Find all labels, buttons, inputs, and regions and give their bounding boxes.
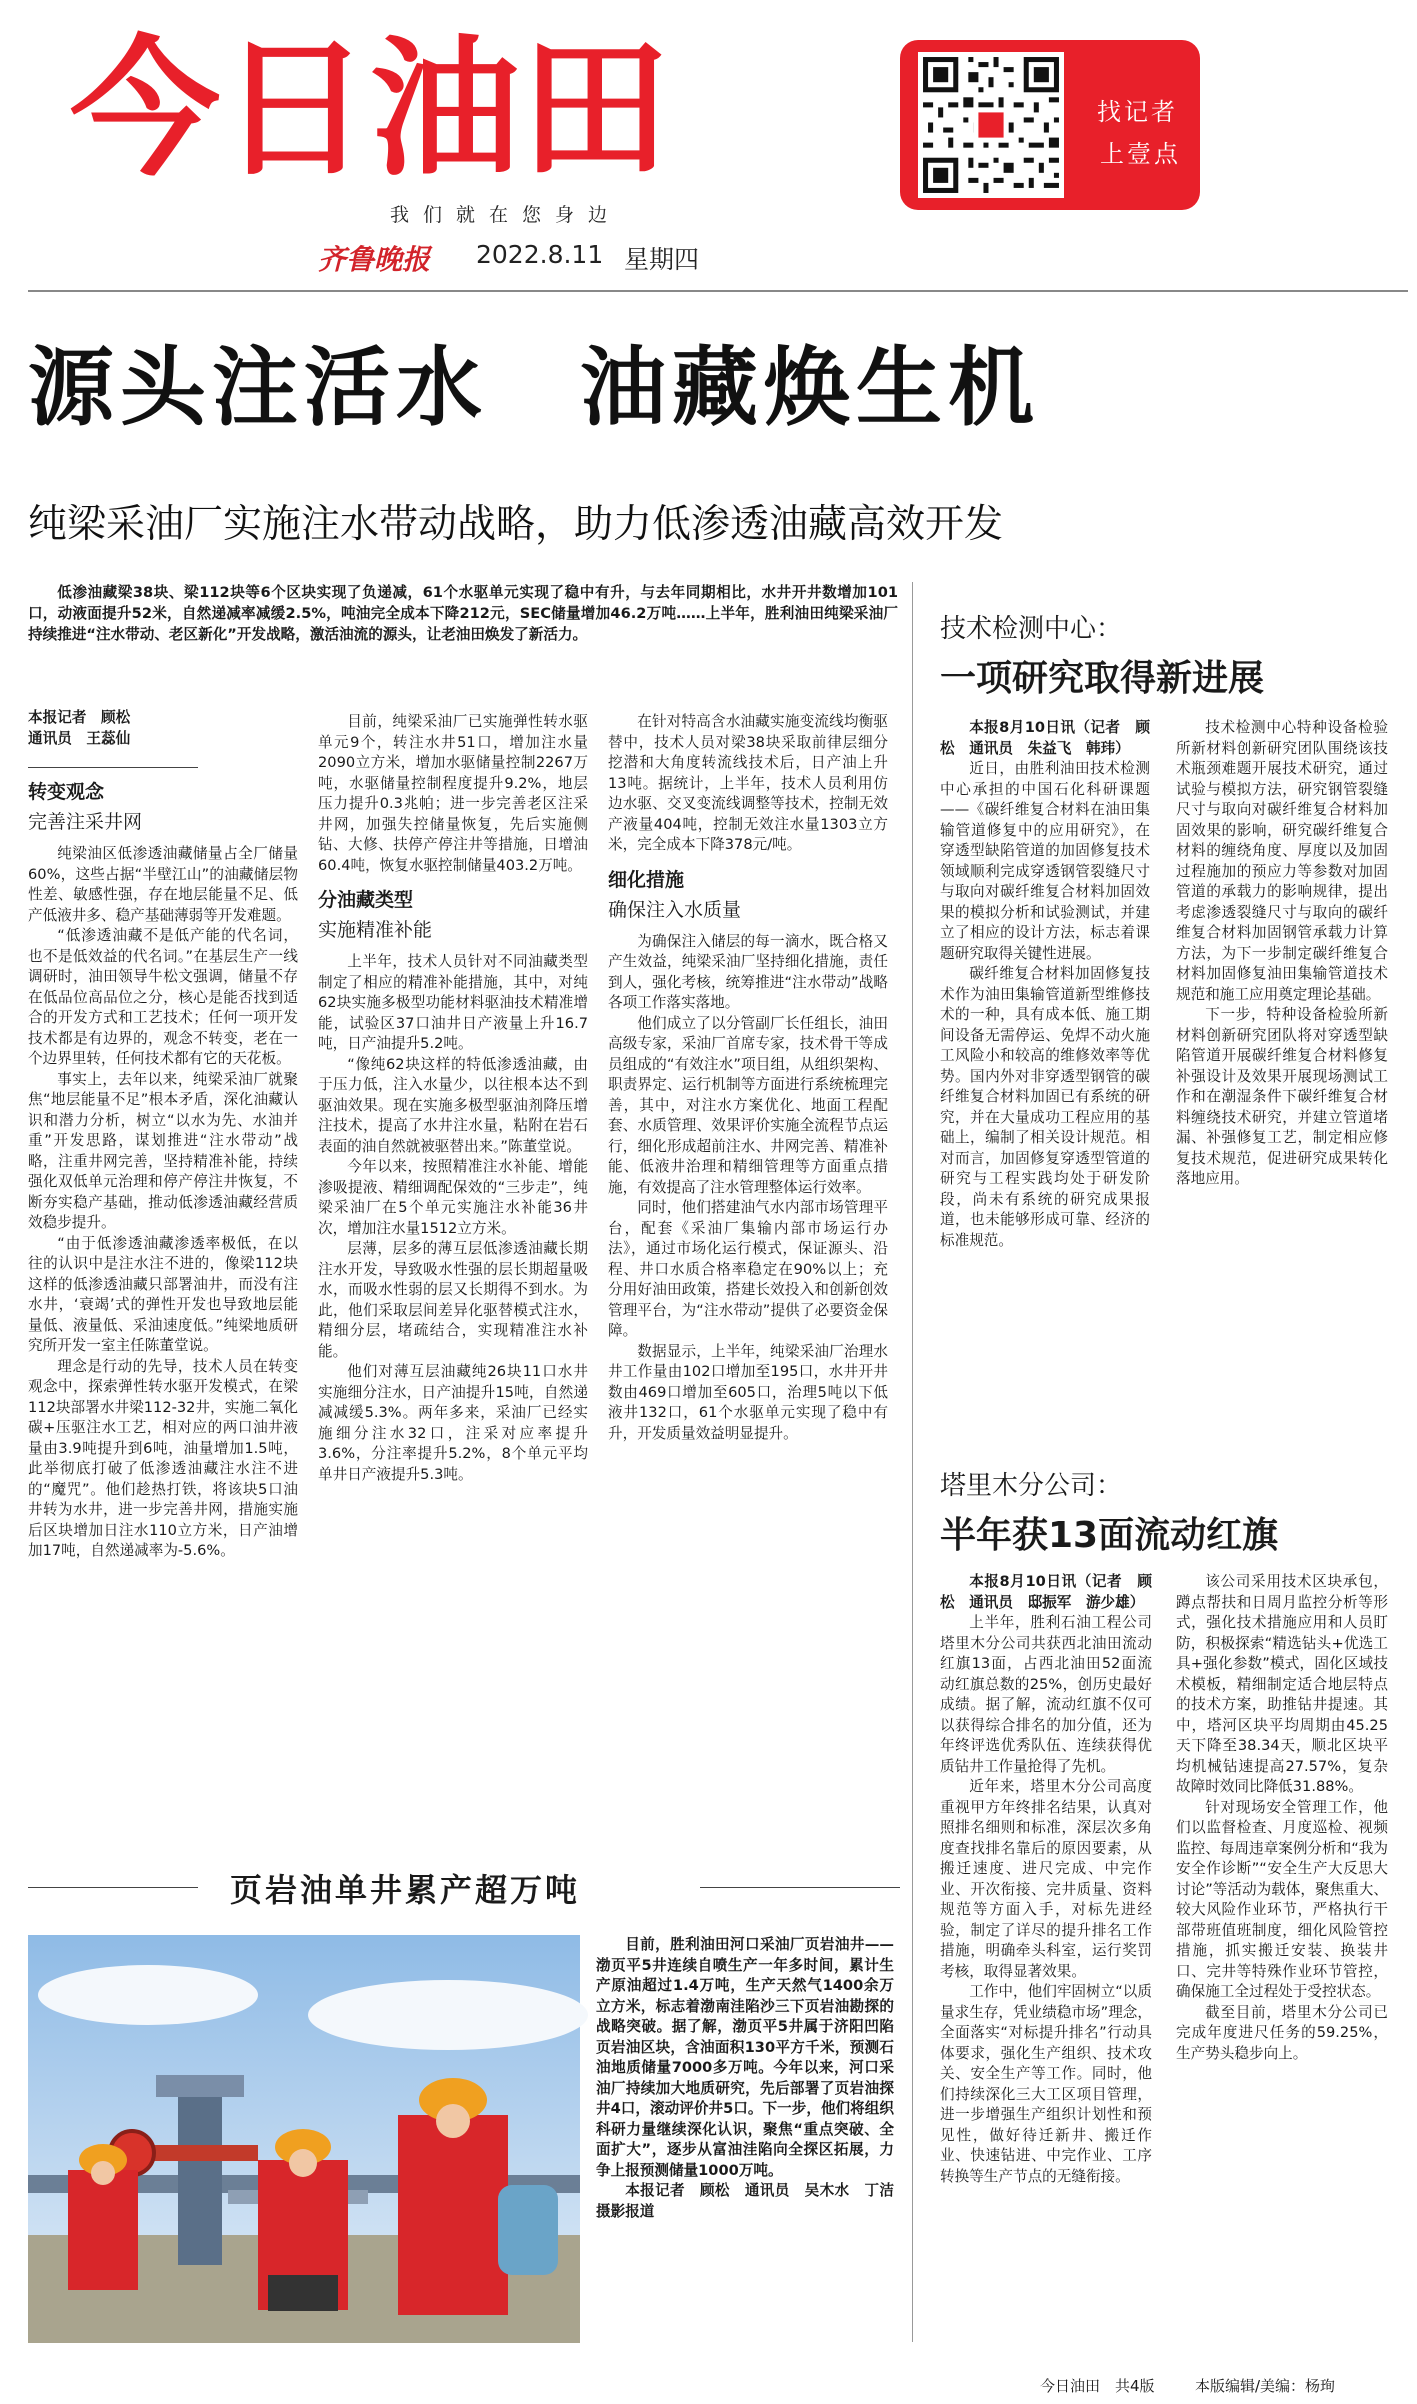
tarim-column-1 xyxy=(940,1572,1152,2350)
qr-caption-line2: 上壹点 xyxy=(1100,140,1181,168)
tech-article-title: 一项研究取得新进展 xyxy=(940,658,1265,699)
byline-reporter: 本报记者 顾松 xyxy=(28,709,131,726)
shale-article-title: 页岩油单井累产超万吨 xyxy=(230,1871,581,1909)
brand-logo: 齐鲁晚报 xyxy=(318,243,431,276)
tarim-kicker: 塔里木分公司： xyxy=(940,1471,1123,1501)
paragraph: 纯梁油区低渗透油藏储量占全厂储量60%，这些占据“半壁江山”的油藏储层物性差、敏感性强，存在地层能量不足、低产低液井多、稳产基础薄弱等开发难题。 xyxy=(28,845,298,924)
paragraph: 下一步，特种设备检验所新材料创新研究团队将对穿透型缺陷管道开展碳纤维复合材料修复补强设计及效果开展现场测试工作和在潮湿条件下碳纤维复合材料缠绕技术研究，并建立管道堵漏、补强修复工艺，制定相应修复技术规范，促进研究成果转化落地应用。 xyxy=(1176,1006,1388,1187)
paragraph: “低渗透油藏不是低产能的代名词，也不是低效益的代名词。”在基层生产一线调研时，油田领导牛松文强调，储量不存在低品位高品位之分，核心是能否找到适合的开发方式和工艺技术；任何一项开发技术都是有边界的，观念不转变，老在一个边界里转，任何技术都有它的天花板。 xyxy=(28,927,298,1067)
paragraph: 上半年，胜利石油工程公司塔里木分公司共获西北油田流动红旗13面，占西北油田52面流动红旗总数的25%，创历史最好成绩。据了解，流动红旗不仅可以获得综合排名的加分值，还为年终评选优秀队伍、连续获得优质钻井工作量抢得了先机。 xyxy=(940,1614,1152,1775)
footer-editor: 本版编辑/美编：杨珣 xyxy=(1195,2377,1336,2395)
paragraph: 上半年，技术人员针对不同油藏类型制定了相应的精准补能措施，其中，对纯62块实施多极型功能材料驱油技术精准增能，试验区37口油井日产液量上升16.7吨，日产油提升5.2吨。 xyxy=(318,953,588,1052)
paragraph: 目前，纯梁采油厂已实施弹性转水驱单元9个，转注水井51口，增加注水量2090立方米，增加水驱储量控制2267万吨，水驱储量控制程度提升9.2%，地层压力提升0.3兆帕；进一步完善老区注采井网，加强失控储量恢复，先后实施侧钻、大修、扶停产停注井等措施，日增油60.4吨，恢复水驱控制储量403.2万吨。 xyxy=(318,713,588,874)
main-headline: 源头注活水 油藏焕生机 xyxy=(28,338,1040,438)
tarim-column-2 xyxy=(1176,1572,1388,2350)
section-subtitle: 实施精准补能 xyxy=(318,919,433,941)
byline-correspondent: 通讯员 王蕊仙 xyxy=(28,729,131,747)
paragraph: 事实上，去年以来，纯梁采油厂就聚焦“地层能量不足”根本矛盾，深化油藏认识和潜力分析，树立“以水为先、水油并重”开发思路，谋划推进“注水带动”战略，注重井网完善，坚持精准补能，持续强化双低单元治理和停产停注井恢复，不断夯实稳产基础，推动低渗透油藏经营质效稳步提升。 xyxy=(28,1070,298,1231)
paragraph: 在针对特高含水油藏实施变流线均衡驱替中，技术人员对梁38块采取前律层细分挖潜和大角度转流线技术后，日产油上升13吨。据统计，上半年，技术人员利用仿边水驱、交叉变流线调整等技术，控制无效产液量404吨，控制无效注水量1303立方米，完全成本下降378元/吨。 xyxy=(608,713,888,853)
byline: 本报8月10日讯（记者 顾松 通讯员 邸振军 游少雄） xyxy=(940,1573,1152,1611)
paragraph: 碳纤维复合材料加固修复技术作为油田集输管道新型维修技术的一种，具有成本低、施工期间设备无需停运、免焊不动火施工风险小和较高的维修效率等优势。国内外对非穿透型钢管的碳纤维复合材料加固已有系统的研究，并在大量成功工程应用的基础上，编制了相关设计规范。相对而言，加固修复穿透型管道的研究与工程实践均处于研发阶段，尚未有系统的研究成果报道，也未能够形成可靠、经济的标准规范。 xyxy=(940,965,1150,1249)
section-subtitle: 完善注采井网 xyxy=(28,811,143,833)
column-divider xyxy=(912,582,913,2342)
qr-code-icon xyxy=(918,52,1064,198)
paragraph: “由于低渗透油藏渗透率极低，在以往的认识中是注水注不进的，像梁112块这样的低渗透油藏只部署油井，而没有注水井，‘衰竭’式的弹性开发也导致地层能量低、液量低、采油速度低。”纯梁地质研究所开发一室主任陈董堂说。 xyxy=(28,1234,298,1354)
paragraph: 今年以来，按照精准注水补能、增能渗吸提液、精细调配保效的“三步走”，纯梁采油厂在5个单元实施注水补能36井次，增加注水量1512立方米。 xyxy=(318,1158,588,1237)
paragraph: 为确保注入储层的每一滴水，既合格又产生效益，纯梁采油厂坚持细化措施，责任到人，强化考核，统筹推进“注水带动”战略各项工作落实落地。 xyxy=(608,932,888,1011)
paragraph: 工作中，他们牢固树立“以质量求生存，凭业绩稳市场”理念，全面落实“对标提升排名”行动具体要求，强化生产组织、技术攻关、安全生产等工作。同时，他们持续深化三大工区项目管理，进一步增强生产组织计划性和预见性，做好待迁新井、搬迁作业、快速钻进、中完作业、工序转换等生产节点的无缝衔接。 xyxy=(940,1983,1152,2185)
paragraph: 该公司采用技术区块承包，蹲点帮扶和日周月监控分析等形式，强化技术措施应用和人员盯防，积极探索“精选钻头+优选工具+强化参数”模式，固化区域技术模板，精细制定适合地层特点的技术方案，助推钻井提速。其中，塔河区块平均周期由45.25天下降至38.34天，顺北区块平均机械钻速提高27.57%，复杂故障时效同比降低31.88%。 xyxy=(1176,1573,1388,1795)
paragraph: 他们成立了以分管副厂长任组长，油田高级专家，采油厂首席专家，技术骨干等成员组成的“有效注水”项目组，从组织架构、职责界定、运行机制等方面进行系统梳理完善，其中，对注水方案优化、地面工程配套、水质管理、效果评价实施全流程节点运行，细化形成超前注水、井网完善、精准补能、低液井治理和精细管理等方面重点措施，有效提高了注水管理整体运行效率。 xyxy=(608,1014,888,1196)
main-subheadline: 纯梁采油厂实施注水带动战略，助力低渗透油藏高效开发 xyxy=(28,502,1004,547)
paragraph: 截至目前，塔里木分公司已完成年度进尺任务的59.25%，生产势头稳步向上。 xyxy=(1176,2003,1388,2062)
masthead-slogan: 我们就在您身边 xyxy=(390,204,622,226)
paragraph: 近日，由胜利油田技术检测中心承担的中国石化科研课题——《碳纤维复合材料在油田集输管道修复中的应用研究》，在穿透型缺陷管道的加固修复技术领域顺利完成穿透钢管裂缝尺寸与取向对碳纤维复合材料加固效果的模拟分析和试验测试，并建立了相应的设计方法，标志着课题研究取得关键性进展。 xyxy=(940,760,1150,962)
footer-edition: 今日油田 共4版 xyxy=(1040,2377,1155,2395)
paragraph: 技术检测中心特种设备检验所新材料创新研究团队围绕该技术瓶颈难题开展技术研究，通过试验与模拟方法，研究钢管裂缝尺寸与取向对碳纤维复合材料加固效果的影响，研究碳纤维复合材料的缠绕角度、厚度以及加固过程施加的预应力等参数对加固管道的承载力的影响规律，提出考虑渗透裂缝尺寸与取向的碳纤维复合材料加固钢管承载力计算方法，为下一步制定碳纤维复合材料加固修复油田集输管道技术规范和施工应用奠定理论基础。 xyxy=(1176,719,1388,1003)
paragraph: 他们对薄互层油藏纯26块11口水井实施细分注水，日产油提升15吨，自然递减减缓5.3%。两年多来，采油厂已经实施细分注水32口，注采对应率提升3.6%，分注率提升5.2%，8个单元平均单井日产液提升5.3吨。 xyxy=(318,1363,588,1483)
main-column-1 xyxy=(28,708,298,1838)
tarim-article-title: 半年获13面流动红旗 xyxy=(940,1515,1279,1556)
paragraph: 近年来，塔里木分公司高度重视甲方年终排名结果，认真对照排名细则和标准，深层次多角度查找排名靠后的原因要素，从搬迁速度、进尺完成、中完作业、开次衔接、完井质量、资料规范等方面入手，对标先进经验，制定了详尽的提升排名工作措施，明确牵头科室，运行奖罚考核，取得显著效果。 xyxy=(940,1778,1152,1980)
paragraph: 数据显示，上半年，纯梁采油厂治理水井工作量由102口增加至195口，水井开井数由469口增加至605口，治理5吨以下低液井132口，61个水驱单元实现了稳中有升，开发质量效益明显提升。 xyxy=(608,1342,888,1442)
byline: 本报记者 顾松 通讯员 吴木水 丁洁 摄影报道 xyxy=(596,2182,909,2220)
byline: 本报8月10日讯（记者 顾松 通讯员 朱益飞 韩玮） xyxy=(940,719,1150,757)
issue-weekday: 星期四 xyxy=(624,245,700,274)
shale-article-body xyxy=(596,1935,909,2335)
shale-divider-right xyxy=(700,1887,900,1888)
shale-divider-left xyxy=(28,1887,198,1888)
issue-date: 2022.8.11 xyxy=(476,240,604,269)
paragraph: “像纯62块这样的特低渗透油藏，由于压力低，注入水量少，以往根本达不到驱油效果。现在实施多极型驱油剂降压增注技术，提高了水井注水量，粘附在岩石表面的油自然就被驱替出来。”陈董堂说。 xyxy=(318,1055,588,1155)
masthead-divider xyxy=(28,290,1408,292)
section-title: 细化措施 xyxy=(608,868,685,891)
main-column-3 xyxy=(608,712,888,1842)
paragraph: 理念是行动的先导，技术人员在转变观念中，探索弹性转水驱开发模式，在梁112块部署水井梁112-32井，实施二氧化碳+压驱注水工艺，相对应的两口油井液量由3.9吨提升到6吨，油量增加1.5吨，此举彻底打破了低渗透油藏注水注不进的“魔咒”。他们趁热打铁，将该块5口油井转为水井，进一步完善井网，措施实施后区块增加日注水110立方米，日产油增加17吨，自然递减率为-5.6%。 xyxy=(28,1357,298,1559)
oilfield-workers-photo xyxy=(28,1935,580,2343)
masthead-title: 今日油田 xyxy=(70,23,671,197)
tech-kicker: 技术检测中心： xyxy=(940,614,1123,644)
paragraph: 针对现场安全管理工作，他们以监督检查、月度巡检、视频监控、每周违章案例分析和“我为安全作诊断”“安全生产大反思大讨论”等活动为载体，聚焦重大、较大风险作业环节，严格执行干部带班值班制度，细化风险管控措施，抓实搬迁安装、换装井口、完井等特殊作业环节管控，确保施工全过程处于受控状态。 xyxy=(1176,1798,1388,2000)
tech-column-1 xyxy=(940,718,1150,1458)
paragraph: 层薄，层多的薄互层低渗透油藏长期注水开发，导致吸水性强的层长期超量吸水，而吸水性弱的层又长期得不到水。为此，他们采取层间差异化驱替模式注水，精细分层，堵疏结合，实现精准注水补能。 xyxy=(318,1240,588,1360)
main-column-2 xyxy=(318,712,588,1842)
paragraph: 同时，他们搭建油气水内部市场管理平台，配套《采油厂集输内部市场运行办法》，通过市场化运行模式，保证源头、沿程、井口水质合格率稳定在90%以上；充分用好油田政策，搭建长效投入和创新创效管理平台，为“注水带动”提供了必要资金保障。 xyxy=(608,1199,888,1339)
lead-paragraph: 低渗油藏梁38块、梁112块等6个区块实现了负递减，61个水驱单元实现了稳中有升，与去年同期相比，水井开井数增加101口，动液面提升52米，自然递减率减缓2.5%，吨油完全成本下降212元，SEC储量增加46.2万吨……上半年，胜利油田纯梁采油厂持续推进“注水带动、老区新化”开发战略，激活油流的源头，让老油田焕发了新活力。 xyxy=(28,584,898,643)
section-title: 分油藏类型 xyxy=(318,889,414,911)
tech-column-2 xyxy=(1176,718,1388,1458)
section-subtitle: 确保注入水质量 xyxy=(608,898,742,921)
paragraph: 目前，胜利油田河口采油厂页岩油井——渤页平5井连续自喷生产一年多时间，累计生产原油超过1.4万吨，生产天然气1400余万立方米，标志着渤南洼陷沙三下页岩油勘探的战略突破。据了解，渤页平5井属于济阳凹陷页岩油区块，含油面积130平方千米，预测石油地质储量7000多万吨。今年以来，河口采油厂持续加大地质研究，先后部署了页岩油探井4口，滚动评价井5口。下一步，他们将组织科研力量继续深化认识，聚焦“重点突破、全面扩大”，逐步从富油洼陷向全探区拓展，力争上报预测储量1000万吨。 xyxy=(596,1936,894,2179)
section-title: 转变观念 xyxy=(28,781,105,803)
byline-divider xyxy=(28,767,198,768)
qr-caption-line1: 找记者 xyxy=(1097,98,1178,126)
